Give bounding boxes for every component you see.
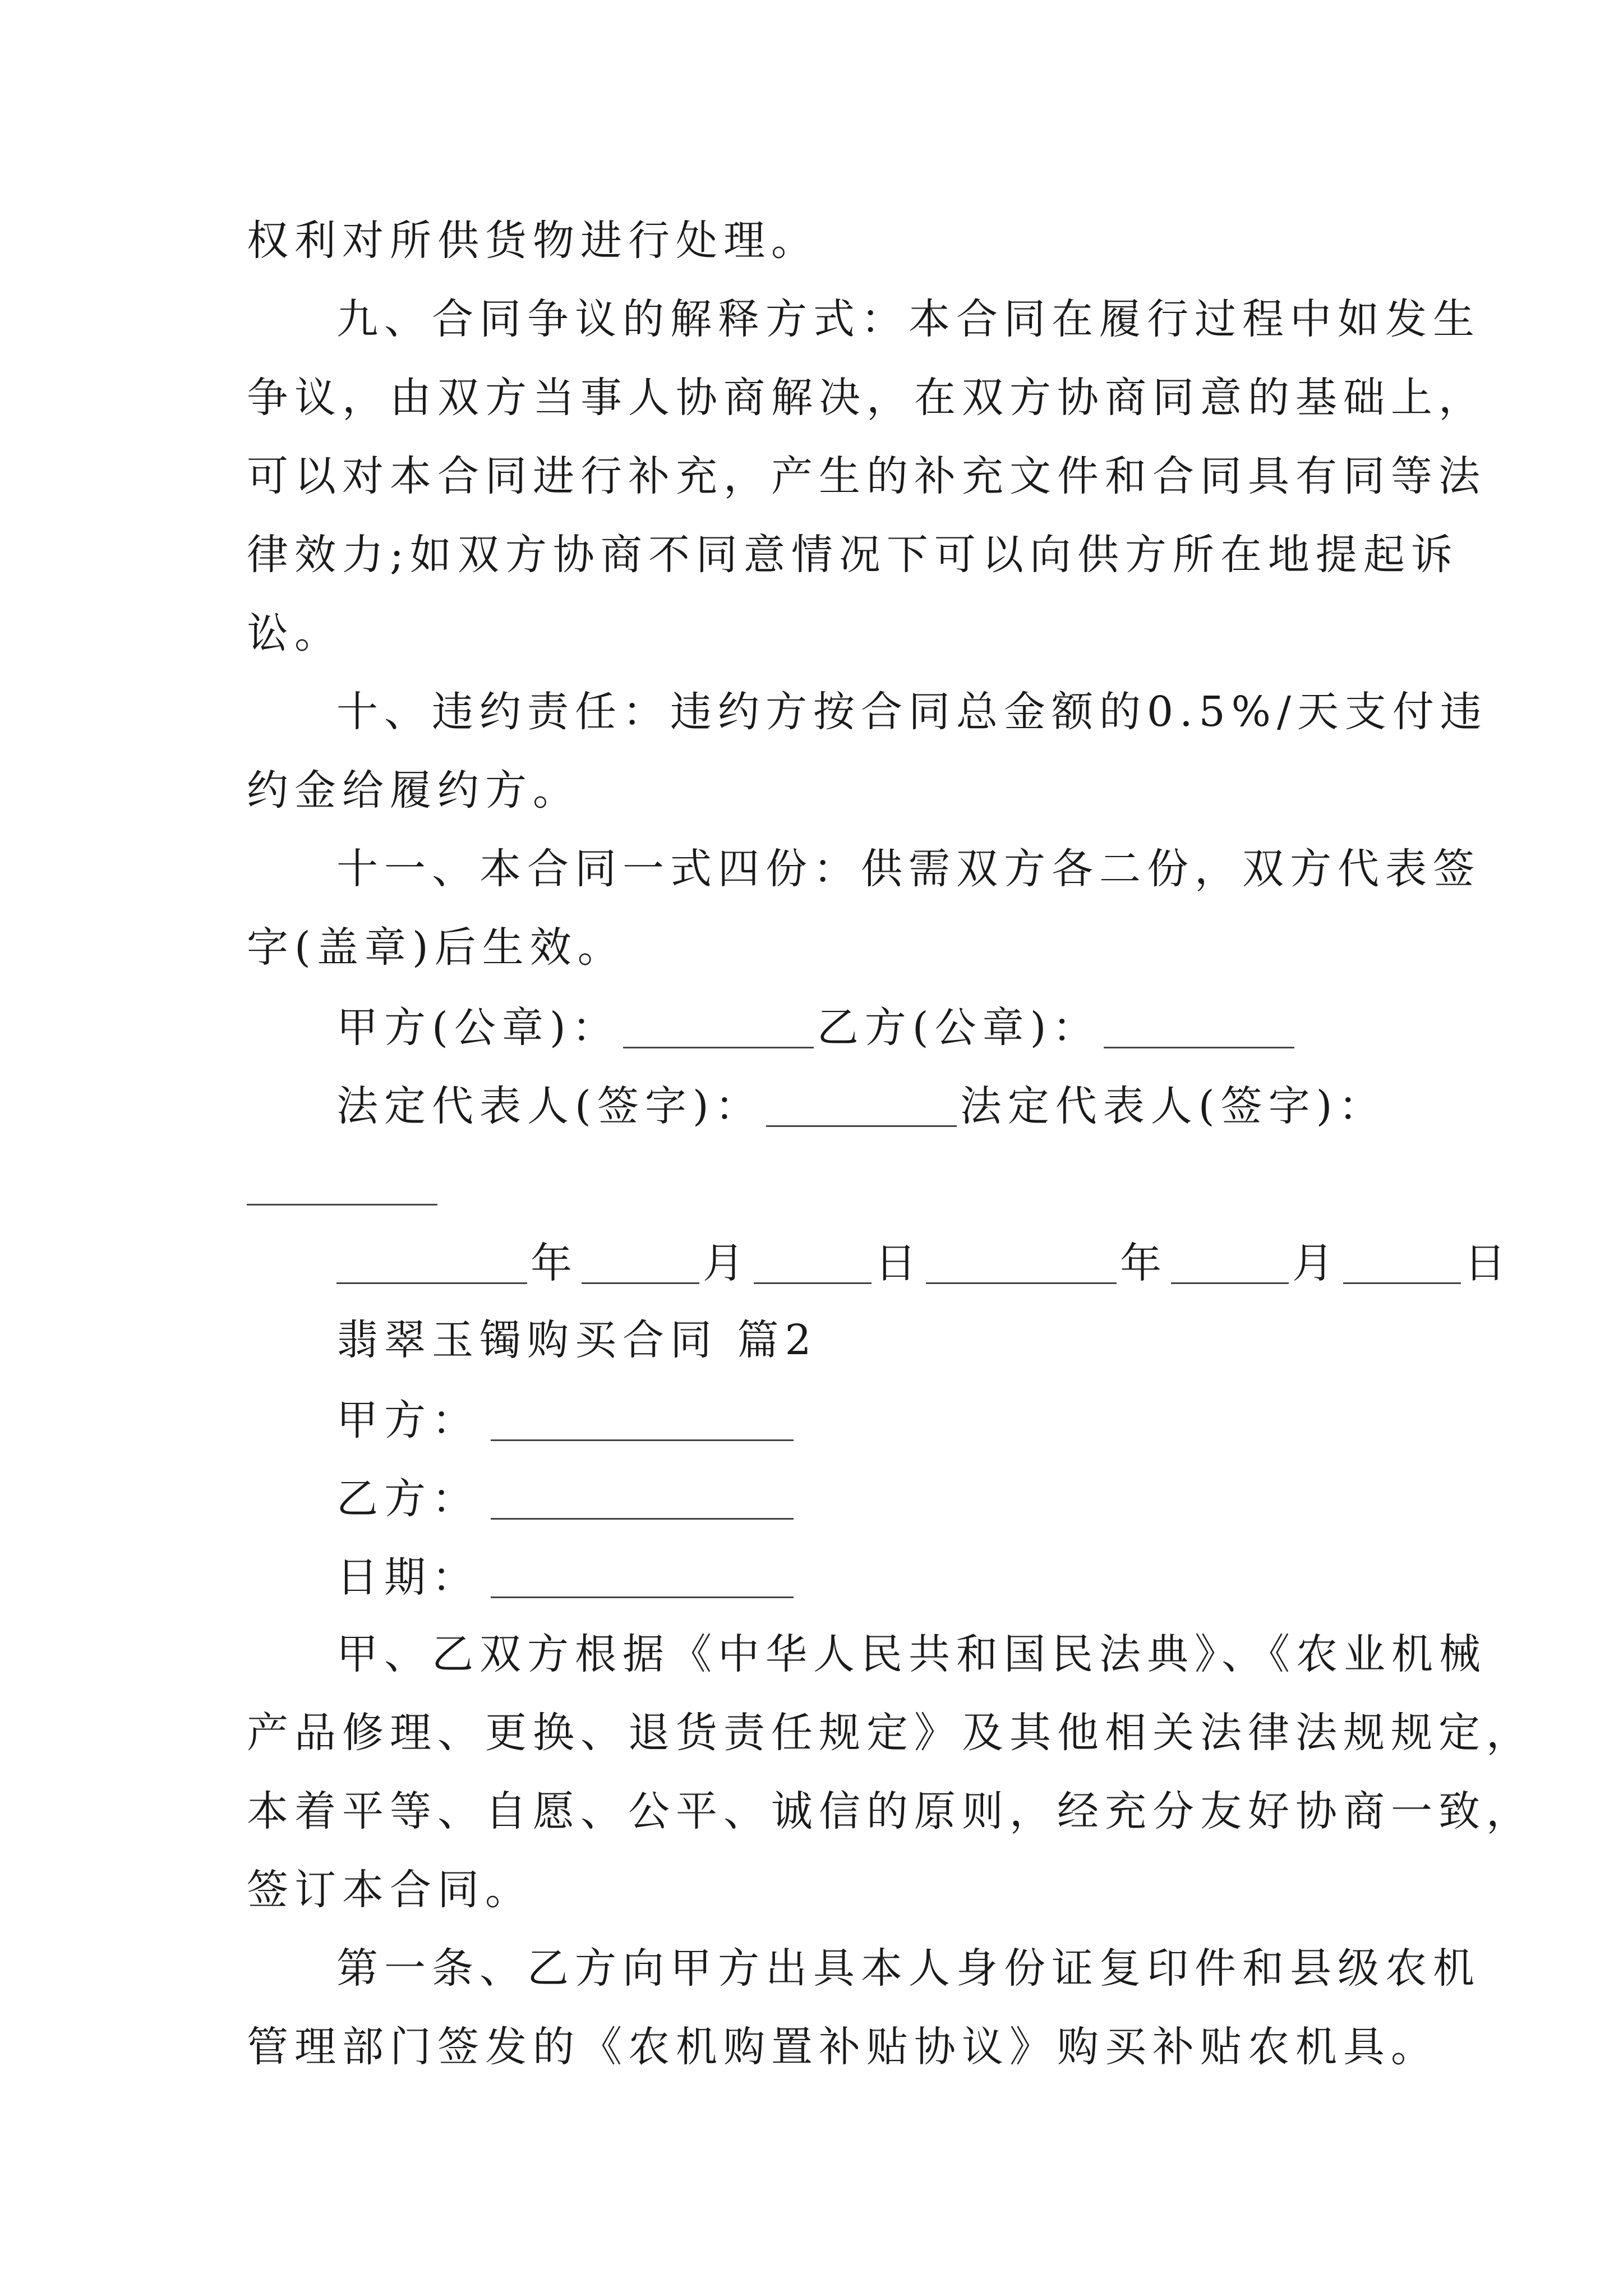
section2-party-a xyxy=(336,1396,797,1444)
party-a-seal-blank xyxy=(623,1005,814,1048)
section2-date-blank xyxy=(491,1555,794,1598)
section2-title: 翡翠玉镯购买合同 篇2 xyxy=(336,1316,818,1364)
section2-party-a-blank xyxy=(491,1398,794,1441)
rep-b-label: 法定代表人(签字)： xyxy=(960,1082,1386,1130)
month-a-blank xyxy=(582,1241,699,1284)
text-line: 字(盖章)后生效。 xyxy=(247,923,625,972)
text-line: 管理部门签发的《农机购置补贴协议》购买补贴农机具。 xyxy=(247,2023,1438,2071)
date-line xyxy=(336,1239,1512,1287)
section2-party-b xyxy=(336,1475,797,1523)
text-line: 第一条、乙方向甲方出具本人身份证复印件和县级农机 xyxy=(336,1944,1481,1993)
section2-party-b-label: 乙方： xyxy=(336,1475,479,1523)
day-b-label: 日 xyxy=(1464,1239,1512,1287)
section2-date-label: 日期： xyxy=(336,1553,479,1602)
text-line: 约金给履约方。 xyxy=(247,766,580,815)
party-a-seal-label: 甲方(公章)： xyxy=(336,1004,620,1052)
month-a-label: 月 xyxy=(703,1239,750,1287)
rep-b-blank xyxy=(247,1162,437,1205)
party-b-seal-label: 乙方(公章)： xyxy=(817,1004,1100,1052)
text-line: 律效力;如双方协商不同意情况下可以向供方所在地提起诉 xyxy=(247,531,1459,579)
text-line: 争议，由双方当事人协商解决，在双方协商同意的基础上， xyxy=(247,374,1486,422)
year-b-blank xyxy=(926,1241,1117,1284)
rep-a-blank xyxy=(766,1084,957,1127)
day-b-blank xyxy=(1343,1241,1461,1284)
year-a-blank xyxy=(336,1241,527,1284)
month-b-label: 月 xyxy=(1292,1239,1340,1287)
text-line: 十、违约责任：违约方按合同总金额的0.5%/天支付违 xyxy=(336,688,1488,736)
party-b-seal-blank xyxy=(1104,1005,1294,1048)
day-a-blank xyxy=(754,1241,872,1284)
rep-a-label: 法定代表人(签字)： xyxy=(336,1082,763,1130)
rep-b-blank-line xyxy=(247,1162,441,1205)
year-b-label: 年 xyxy=(1120,1239,1168,1287)
text-line: 讼。 xyxy=(247,609,342,657)
section2-party-b-blank xyxy=(491,1476,794,1520)
text-line: 九、合同争议的解释方式：本合同在履行过程中如发生 xyxy=(336,295,1481,343)
year-a-label: 年 xyxy=(531,1239,578,1287)
text-line: 权利对所供货物进行处理。 xyxy=(247,217,819,265)
section2-date xyxy=(336,1553,797,1602)
text-line: 十一、本合同一式四份：供需双方各二份，双方代表签 xyxy=(336,845,1481,893)
text-line: 可以对本合同进行补充，产生的补充文件和合同具有同等法 xyxy=(247,452,1486,500)
day-a-label: 日 xyxy=(875,1239,923,1287)
seal-line xyxy=(336,1004,1298,1052)
month-b-blank xyxy=(1171,1241,1289,1284)
text-line: 本着平等、自愿、公平、诚信的原则，经充分友好协商一致， xyxy=(247,1787,1534,1835)
text-line: 甲、乙双方根据《中华人民共和国民法典》、《农业机械 xyxy=(336,1630,1487,1678)
text-line: 产品修理、更换、退货责任规定》及其他相关法律法规规定， xyxy=(247,1709,1534,1757)
section2-party-a-label: 甲方： xyxy=(336,1396,479,1444)
representative-line xyxy=(336,1082,1386,1130)
text-line: 签订本合同。 xyxy=(247,1866,533,1914)
